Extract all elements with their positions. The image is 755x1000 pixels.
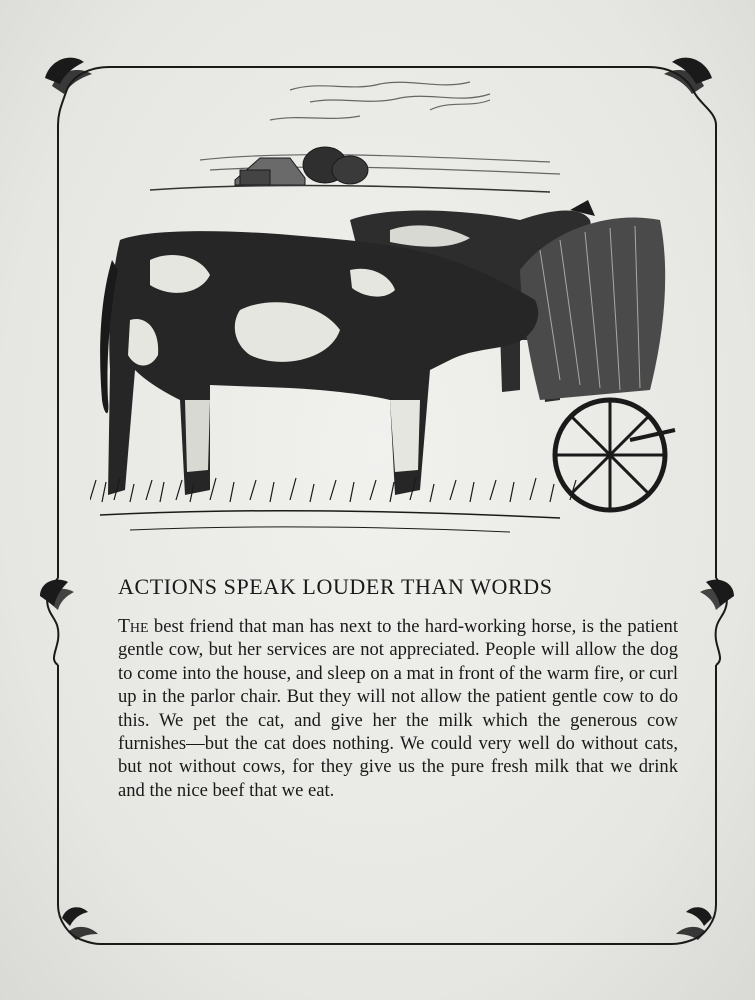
front-cow bbox=[100, 231, 538, 495]
sky-hatching bbox=[200, 82, 560, 174]
body-lead-word: The bbox=[118, 616, 149, 637]
cows-illustration bbox=[90, 70, 680, 570]
corner-flower-bottom-right bbox=[676, 907, 712, 940]
page-title: ACTIONS SPEAK LOUDER THAN WORDS bbox=[118, 574, 553, 599]
body-text-rest: best friend that man has next to the hard-working horse, is the patient gentle cow, but her services are not appreciated. People will allow the dog to come into the house, and sleep on a mat in front of the warm fire, or curl up in the parlor chair. But they will not allow the patient gentle cow to do this. We pet the cat, and give her the milk which the generous cow furnishes—but the cat does nothing. We could very well do without cats, but not without cows, for they give us the pure fresh milk that we drink and the nice beef that we eat. bbox=[118, 616, 678, 801]
farmhouse bbox=[235, 147, 368, 185]
grass-hatching bbox=[90, 478, 576, 532]
hay-cart bbox=[520, 217, 675, 510]
side-flower-right bbox=[700, 580, 734, 610]
body-paragraph bbox=[118, 615, 678, 802]
corner-flower-bottom-left bbox=[62, 907, 98, 940]
side-flower-left bbox=[40, 580, 74, 610]
horizon-line bbox=[150, 186, 550, 192]
